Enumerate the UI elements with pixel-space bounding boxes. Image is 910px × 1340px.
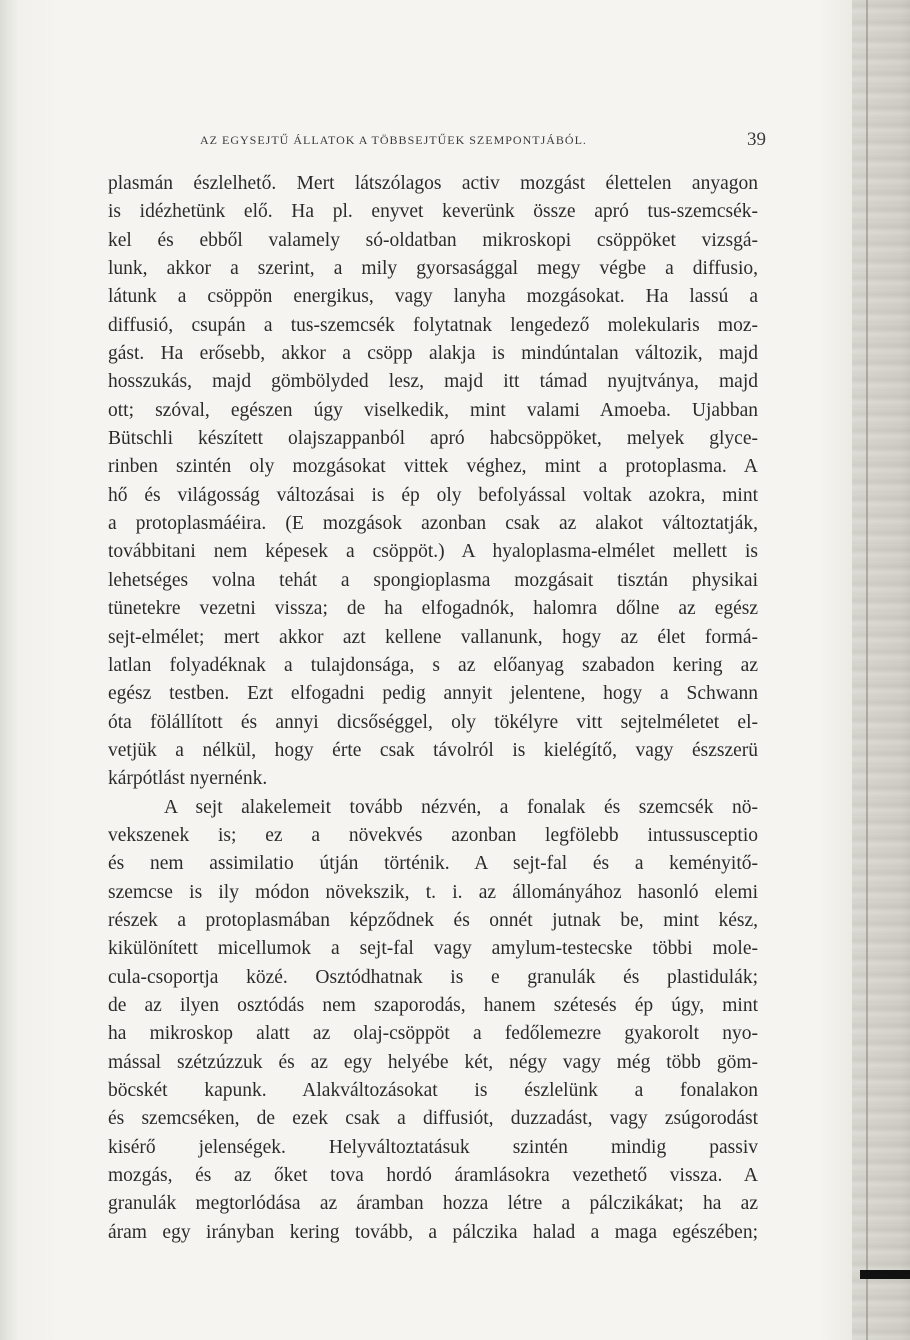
text-line: és nem assimilatio útján történik. A sejt-fal és a keményitő- bbox=[108, 853, 758, 875]
text-line: látunk a csöppön energikus, vagy lanyha mozgásokat. Ha lassú a bbox=[108, 286, 758, 308]
book-gutter-shadow bbox=[852, 0, 910, 1340]
text-line: óta fölállított és annyi dicsőséggel, oly tökélyre vitt sejtelméletet el- bbox=[108, 711, 758, 733]
page-edge-mark bbox=[860, 1270, 910, 1279]
text-line-paragraph-start: A sejt alakelemeit tovább nézvén, a fonalak és szemcsék nö- bbox=[164, 796, 758, 818]
text-line: latlan folyadéknak a tulajdonsága, s az előanyag szabadon kering az bbox=[108, 654, 758, 676]
text-line: és szemcséken, de ezek csak a diffusiót, duzzadást, vagy zsúgorodást bbox=[108, 1108, 758, 1130]
text-line: mozgás, és az őket tova hordó áramlásokra vezethető vissza. A bbox=[108, 1165, 758, 1187]
running-head-title: AZ EGYSEJTŰ ÁLLATOK A TÖBBSEJTŰEK SZEMPONTJÁBÓL. bbox=[200, 133, 587, 147]
text-line: szemcse is ily módon növekszik, t. i. az állományához hasonló elemi bbox=[108, 881, 758, 903]
text-line: hő és világosság változásai is ép oly befolyással voltak azokra, mint bbox=[108, 484, 758, 506]
text-line: granulák megtorlódása az áramban hozza létre a pálczikákat; ha az bbox=[108, 1193, 758, 1215]
text-line: áram egy irányban kering tovább, a pálczika halad a maga egészében; bbox=[108, 1221, 758, 1243]
text-line: diffusió, csupán a tus-szemcsék folytatnak lengedező molekularis moz- bbox=[108, 314, 758, 336]
text-line-paragraph-end: kárpótlást nyernénk. bbox=[108, 768, 268, 790]
text-line: cula-csoportja közé. Osztódhatnak is e granulák és plastidulák; bbox=[108, 966, 758, 988]
text-line: kel és ebből valamely só-oldatban mikroskopi csöppöket vizsgá- bbox=[108, 229, 758, 251]
text-line: részek a protoplasmában képződnek és onnét jutnak be, mint kész, bbox=[108, 909, 758, 931]
text-line: de az ilyen osztódás nem szaporodás, hanem szétesés ép úgy, mint bbox=[108, 994, 758, 1016]
text-line: hosszukás, majd gömbölyded lesz, majd itt támad nyujtványa, majd bbox=[108, 371, 758, 393]
text-line: lehetséges volna tehát a spongioplasma mozgásait tisztán physikai bbox=[108, 569, 758, 591]
text-line: mással szétzúzzuk és az egy helyébe két, négy vagy még több göm- bbox=[108, 1051, 758, 1073]
page-number: 39 bbox=[747, 129, 766, 150]
text-line: továbbitani nem képesek a csöppöt.) A hyaloplasma-elmélet mellett is bbox=[108, 541, 758, 563]
text-line: egész testben. Ezt elfogadni pedig annyit jelentene, hogy a Schwann bbox=[108, 683, 758, 705]
text-line: lunk, akkor a szerint, a mily gyorsasággal megy végbe a diffusio, bbox=[108, 258, 758, 280]
text-line: sejt-elmélet; mert akkor azt kellene vallanunk, hogy az élet formá- bbox=[108, 626, 758, 648]
body-text bbox=[108, 170, 758, 1247]
text-line: Bütschli készített olajszappanból apró habcsöppöket, melyek glyce- bbox=[108, 428, 758, 450]
text-line: vetjük a nélkül, hogy érte csak távolról is kielégítő, vagy észszerü bbox=[108, 739, 758, 761]
text-line: vekszenek is; ez a növekvés azonban legfölebb intussusceptio bbox=[108, 824, 758, 846]
text-line: kikülönített micellumok a sejt-fal vagy amylum-testecske többi mole- bbox=[108, 938, 758, 960]
book-spine-line bbox=[866, 0, 868, 1340]
text-line: plasmán észlelhető. Mert látszólagos activ mozgást élettelen anyagon bbox=[108, 173, 758, 194]
text-line: rinben szintén oly mozgásokat vittek véghez, mint a protoplasma. A bbox=[108, 456, 758, 478]
running-head bbox=[110, 129, 766, 155]
text-line: a protoplasmáéira. (E mozgások azonban csak az alakot változtatják, bbox=[108, 513, 758, 535]
text-line: ott; szóval, egészen úgy viselkedik, mint valami Amoeba. Ujabban bbox=[108, 399, 758, 421]
text-line: is idézhetünk elő. Ha pl. enyvet keverünk össze apró tus-szemcsék- bbox=[108, 201, 758, 223]
text-line: ha mikroskop alatt az olaj-csöppöt a fedőlemezre gyakorolt nyo- bbox=[108, 1023, 758, 1045]
text-line: böcskét kapunk. Alakváltozásokat is észlelünk a fonalakon bbox=[108, 1080, 758, 1101]
text-line: kisérő jelenségek. Helyváltoztatásuk szintén mindig passiv bbox=[108, 1136, 758, 1158]
text-line: tünetekre vezetni vissza; de ha elfogadnók, halomra dőlne az egész bbox=[108, 598, 758, 620]
text-line: gást. Ha erősebb, akkor a csöpp alakja is mindúntalan változik, majd bbox=[108, 343, 758, 365]
